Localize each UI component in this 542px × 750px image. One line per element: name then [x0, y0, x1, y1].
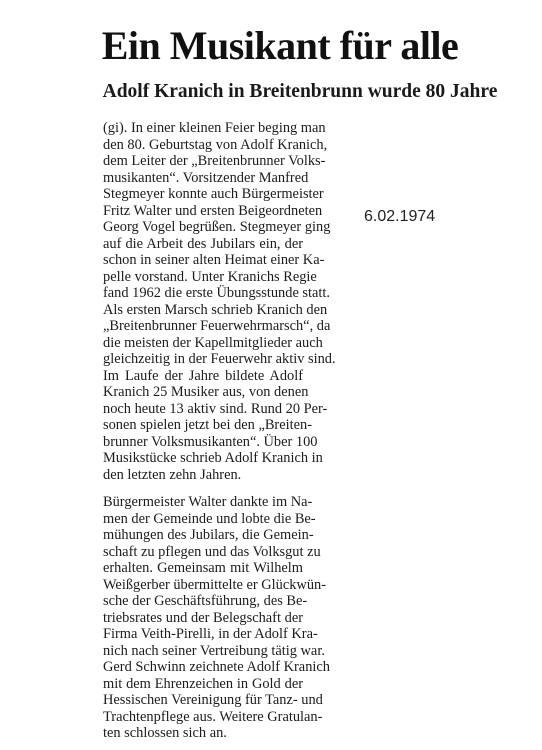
text-line: nich nach seiner Vertreibung tätig war.	[103, 642, 325, 659]
text-line: Trachtenpflege aus. Weitere Gratulan-	[103, 708, 323, 725]
text-line: Kranich 25 Musiker aus, von denen	[103, 384, 309, 400]
text-line: Georg Vogel begrüßen. Stegmeyer ging	[103, 219, 331, 235]
paragraph-2	[103, 494, 330, 742]
paragraph-1	[103, 120, 336, 483]
text-line: den letzten zehn Jahren.	[103, 466, 242, 483]
text-line: Gerd Schwinn zeichnete Adolf Kranich	[103, 659, 330, 675]
text-line: mit dem Ehrenzeichen in Gold der	[103, 675, 303, 692]
text-line: Musikstücke schrieb Adolf Kranich in	[103, 450, 323, 466]
text-line: Firma Veith-Pirelli, in der Adolf Kra-	[103, 626, 318, 642]
text-line: schaft zu pflegen und das Volksgut zu	[103, 543, 321, 560]
text-line: Weißgerber übermittelte er Glückwün-	[103, 576, 327, 593]
text-line: die meisten der Kapellmitglieder auch	[103, 334, 323, 351]
text-line: Stegmeyer konnte auch Bürgermeister	[103, 186, 324, 202]
text-line: Im Laufe der Jahre bildete Adolf	[103, 367, 303, 384]
text-line: Als ersten Marsch schrieb Kranich den	[103, 301, 328, 318]
text-line: men der Gemeinde und lobte die Be-	[103, 510, 316, 527]
text-line: ten schlossen sich an.	[103, 725, 227, 741]
article-body	[103, 120, 336, 742]
text-line: noch heute 13 aktiv sind. Rund 20 Per-	[103, 400, 328, 417]
text-line: musikanten“. Vorsitzender Manfred	[103, 169, 309, 186]
text-line: Bürgermeister Walter dankte im Na-	[103, 494, 313, 510]
text-line: sche der Geschäftsführung, des Be-	[103, 593, 308, 609]
text-line: auf die Arbeit des Jubilars ein, der	[103, 235, 303, 252]
text-line: Hessischen Vereinigung für Tanz- und	[103, 692, 323, 708]
text-line: triebsrates und der Belegschaft der	[103, 609, 303, 626]
headline: Ein Musikant für alle	[101, 23, 459, 68]
text-line: den 80. Geburtstag von Adolf Kranich,	[103, 136, 328, 153]
text-line: brunner Volksmusikanten“. Über 100	[103, 433, 318, 450]
handwritten-date: 6.02.1974	[364, 208, 436, 225]
subheadline: Adolf Kranich in Breitenbrunn wurde 80 Jahre	[102, 81, 498, 102]
text-line: pelle vorstand. Unter Kranichs Regie	[103, 268, 317, 285]
text-line: fand 1962 die erste Übungsstunde statt.	[103, 285, 331, 301]
text-line: sonen spielen jetzt bei den „Breiten-	[103, 417, 312, 433]
text-line: dem Leiter der „Breitenbrunner Volks-	[103, 153, 326, 169]
text-line: (gi). In einer kleinen Feier beging man	[103, 120, 326, 136]
text-line: schon in seiner alten Heimat einer Ka-	[103, 252, 325, 268]
text-line: erhalten. Gemeinsam mit Wilhelm	[103, 560, 303, 576]
text-line: gleichzeitig in der Feuerwehr aktiv sind.	[103, 351, 336, 367]
text-line: „Breitenbrunner Feuerwehrmarsch“, da	[103, 318, 331, 334]
text-line: Fritz Walter und ersten Beigeordneten	[103, 202, 323, 219]
text-line: mühungen des Jubilars, die Gemein-	[103, 527, 314, 543]
